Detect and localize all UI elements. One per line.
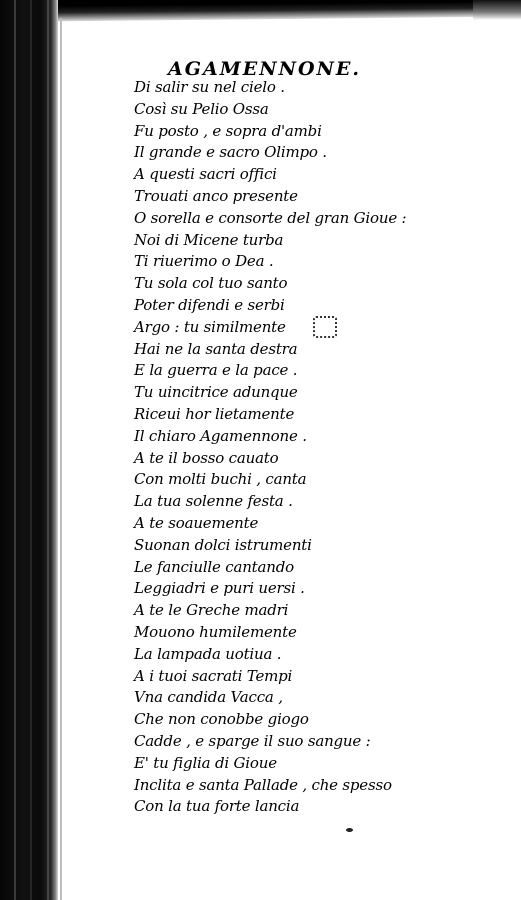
verse-line: Cadde , e sparge il suo sangue : bbox=[134, 731, 371, 750]
verse-line: Tu uincitrice adunque bbox=[134, 383, 298, 402]
verse-line: O sorella e consorte del gran Gioue : bbox=[134, 208, 407, 227]
book-binding-gutter bbox=[0, 0, 58, 900]
verse-line: Il grande e sacro Olimpo . bbox=[134, 143, 327, 162]
gutter-line bbox=[47, 0, 49, 900]
verse-line: Suonan dolci istrumenti bbox=[134, 535, 312, 554]
verse-line: Di salir su nel cielo . bbox=[134, 78, 285, 96]
top-right-corner-shadow bbox=[473, 0, 521, 20]
ink-speck bbox=[346, 828, 353, 832]
verse-line: Le fanciulle cantando bbox=[134, 557, 294, 576]
verse-line: Ti riuerimo o Dea . bbox=[134, 252, 274, 271]
verse-line: Inclita e santa Pallade , che spesso bbox=[134, 775, 392, 794]
page-fold-edge bbox=[60, 18, 62, 900]
verse-line: Vna candida Vacca , bbox=[134, 688, 283, 707]
verse-list bbox=[134, 77, 406, 818]
verse-line: Riceui hor lietamente bbox=[134, 404, 295, 423]
verse-line: Mouono humilemente bbox=[134, 622, 297, 641]
verse-line: Noi di Micene turba bbox=[134, 230, 284, 249]
verse-line: A questi sacri offici bbox=[134, 165, 277, 184]
verse-line: Con molti buchi , canta bbox=[134, 470, 307, 489]
gutter-line bbox=[30, 0, 32, 900]
verse-line: Argo : tu similmente bbox=[134, 317, 286, 336]
verse-line: A te il bosso cauato bbox=[134, 448, 279, 467]
library-stamp-mark bbox=[313, 316, 337, 338]
verse-line: E la guerra e la pace . bbox=[134, 361, 298, 380]
verse-line: A te le Greche madri bbox=[134, 601, 289, 620]
verse-line: A i tuoi sacrati Tempi bbox=[134, 666, 293, 685]
verse-line: Fu posto , e sopra d'ambi bbox=[134, 121, 322, 140]
verse-line: Così su Pelio Ossa bbox=[134, 99, 269, 118]
verse-line: Tu sola col tuo santo bbox=[134, 274, 288, 293]
verse-line: Con la tua forte lancia bbox=[134, 797, 300, 816]
running-head: AGAMENNONE. bbox=[168, 58, 361, 80]
top-page-edge bbox=[0, 0, 521, 22]
verse-line: Leggiadri e puri uersi . bbox=[134, 579, 305, 598]
verse-line: Il chiaro Agamennone . bbox=[134, 426, 307, 445]
verse-line: E' tu figlia di Gioue bbox=[134, 753, 277, 772]
verse-line: Poter difendi e serbi bbox=[134, 295, 285, 314]
gutter-line bbox=[14, 0, 16, 900]
verse-line: La lampada uotiua . bbox=[134, 644, 282, 663]
verse-line: Hai ne la santa destra bbox=[134, 339, 298, 358]
verse-line: La tua solenne festa . bbox=[134, 492, 293, 511]
verse-line: A te soauemente bbox=[134, 513, 259, 532]
verse-line: Che non conobbe giogo bbox=[134, 710, 309, 729]
verse-line: Trouati anco presente bbox=[134, 186, 298, 205]
